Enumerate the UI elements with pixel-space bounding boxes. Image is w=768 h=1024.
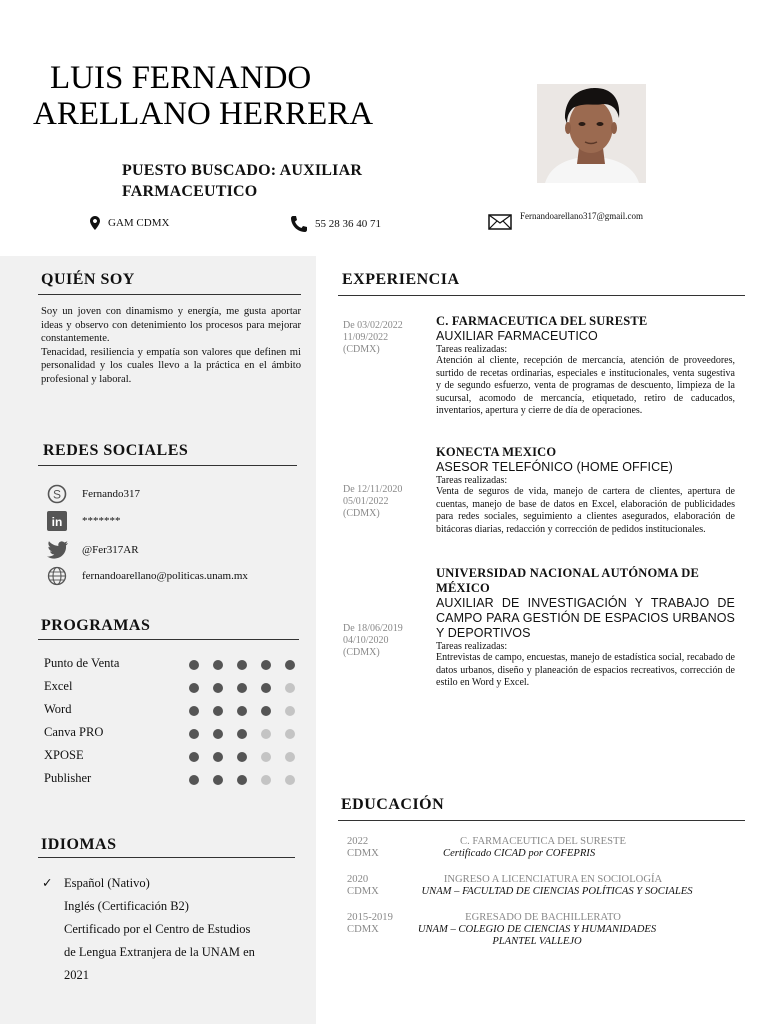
job-3 (436, 566, 735, 690)
linkedin-icon (46, 510, 68, 532)
about-divider (38, 294, 301, 295)
edu-2-year: 2020 (347, 874, 369, 885)
program-row (44, 725, 304, 745)
web-label[interactable]: fernandoarellano@politicas.unam.mx (82, 570, 248, 582)
skill-dot-empty (261, 752, 271, 762)
edu-3-title: EGRESADO DE BACHILLERATO (465, 912, 621, 923)
languages-title: IDIOMAS (41, 836, 117, 853)
profile-photo (537, 84, 646, 183)
skill-dot-empty (261, 775, 271, 785)
about-title: QUIÉN SOY (41, 271, 135, 288)
job-1-tasks-label: Tareas realizadas: (436, 344, 508, 355)
envelope-icon (488, 214, 512, 230)
language-spanish: Español (Nativo) (64, 876, 150, 890)
skype-icon (46, 483, 68, 505)
social-item-linkedin[interactable] (46, 510, 306, 532)
phone-icon (290, 216, 307, 232)
job-3-tasks: Entrevistas de campo, encuestas, manejo de estadística social, recabado de datos urbanos, diseño y planeación de espacios recreativos, corrección de estilo en Word y Excel. (436, 652, 735, 688)
edu-1-city: CDMX (347, 848, 379, 859)
skill-dot-empty (285, 706, 295, 716)
job-1-date-end: 11/09/2022 (343, 332, 389, 343)
globe-icon (46, 565, 68, 587)
skill-dot-filled (237, 729, 247, 739)
program-label: Excel (44, 679, 73, 693)
social-item-web[interactable] (46, 565, 306, 587)
job-3-date-end: 04/10/2020 (343, 635, 389, 646)
program-row (44, 679, 304, 699)
job-1-location: (CDMX) (343, 344, 380, 355)
job-2-date-start: De 12/11/2020 (343, 484, 403, 495)
edu-1-subtitle: Certificado CICAD por COFEPRIS (443, 848, 596, 859)
job-1-dates (343, 320, 433, 356)
phone-text[interactable]: 55 28 36 40 71 (315, 218, 381, 230)
skill-dot-filled (189, 660, 199, 670)
language-cert-line-2: de Lengua Extranjera de la UNAM en (64, 945, 255, 959)
social-item-twitter[interactable] (46, 539, 306, 561)
languages-list (42, 872, 302, 987)
edu-3-subtitle-1: UNAM – COLEGIO DE CIENCIAS Y HUMANIDADES (417, 924, 657, 935)
skill-dot-empty (285, 775, 295, 785)
svg-text:in: in (51, 515, 63, 529)
education-title: EDUCACIÓN (341, 796, 445, 813)
svg-text:S: S (52, 487, 62, 502)
experience-title: EXPERIENCIA (342, 271, 460, 288)
programs-divider (38, 639, 299, 640)
job-2-location: (CDMX) (343, 508, 380, 519)
job-1-tasks: Atención al cliente, recepción de mercancía, atención de proveedores, surtido de recetas ordinarias, especiales e institucionales, venta sugestiva y de segundo esfuerzo, venta de programas de descuento, limpieza de la sucursal, acomodo de mercancía, etiquetado, retiro de caducados, inventarios, apertura y cierre de día de operaciones. (436, 355, 735, 416)
contact-location (90, 216, 169, 230)
job-3-location: (CDMX) (343, 647, 380, 658)
job-3-date-start: De 18/06/2019 (343, 623, 403, 634)
skill-dot-filled (189, 729, 199, 739)
education-item-2 (347, 874, 747, 900)
skill-dot-filled (237, 775, 247, 785)
skill-dot-filled (189, 706, 199, 716)
skill-dot-filled (237, 752, 247, 762)
program-label: Publisher (44, 771, 92, 785)
job-2-tasks-label: Tareas realizadas: (436, 475, 508, 486)
skill-dot-filled (261, 706, 271, 716)
program-label: Punto de Venta (44, 656, 120, 670)
edu-2-city: CDMX (347, 886, 379, 897)
name-line-2: ARELLANO HERRERA (33, 96, 374, 132)
program-row (44, 748, 304, 768)
candidate-name (33, 60, 453, 132)
skill-dot-filled (213, 775, 223, 785)
twitter-icon (46, 539, 68, 561)
contact-email (488, 211, 644, 230)
skill-dot-filled (237, 660, 247, 670)
about-paragraph-1: Soy un joven con dinamismo y energía, me gusta aportar ideas y observo con detenimiento los procesos para mejorar constantemente. (41, 306, 301, 344)
location-pin-icon (90, 216, 100, 230)
program-skill-rating (189, 729, 309, 739)
job-2-dates (343, 484, 433, 520)
skype-label: Fernando317 (82, 488, 141, 500)
program-skill-rating (189, 683, 309, 693)
skill-dot-filled (213, 683, 223, 693)
language-cert-line-3: 2021 (64, 968, 89, 982)
education-divider (338, 820, 745, 821)
edu-3-city: CDMX (347, 924, 379, 935)
program-label: Canva PRO (44, 725, 104, 739)
social-title: REDES SOCIALES (43, 442, 189, 459)
skill-dot-empty (261, 729, 271, 739)
program-skill-rating (189, 775, 309, 785)
program-skill-rating (189, 706, 309, 716)
program-row (44, 702, 304, 722)
twitter-label: @Fer317AR (82, 544, 139, 556)
skill-dot-empty (285, 752, 295, 762)
skill-dot-filled (237, 706, 247, 716)
languages-divider (38, 857, 295, 858)
job-3-role: AUXILIAR DE INVESTIGACIÓN Y TRABAJO DE CAMPO PARA GESTIÓN DE ESPACIOS URBANOS Y DEPORTIVOS (436, 596, 735, 640)
edu-2-title: INGRESO A LICENCIATURA EN SOCIOLOGÍA (443, 874, 663, 885)
skill-dot-empty (285, 683, 295, 693)
about-text (41, 305, 301, 386)
job-1-company: C. FARMACEUTICA DEL SURESTE (436, 314, 648, 328)
job-title: PUESTO BUSCADO: AUXILIAR FARMACEUTICO (122, 162, 363, 200)
job-3-dates (343, 623, 433, 659)
job-2-company: KONECTA MEXICO (436, 445, 557, 459)
contact-phone (290, 216, 381, 232)
skill-dot-filled (213, 729, 223, 739)
edu-1-title: C. FARMACEUTICA DEL SURESTE (460, 836, 626, 847)
language-english: Inglés (Certificación B2) (64, 899, 189, 913)
job-2-tasks: Venta de seguros de vida, manejo de cartera de clientes, apertura de cuentas, manejo de base de datos en Excel, elaboración de publicidades para redes sociales, seguimiento a clientes asegurados, elaboración de bitácoras diarias, redacción y corrección de pedidos institucionales. (436, 486, 735, 535)
job-3-company: UNIVERSIDAD NACIONAL AUTÓNOMA DE MÉXICO (436, 566, 700, 595)
education-item-3 (347, 912, 747, 952)
skill-dot-filled (261, 660, 271, 670)
job-2-role: ASESOR TELEFÓNICO (HOME OFFICE) (436, 460, 673, 474)
location-text: GAM CDMX (108, 217, 170, 229)
program-label: Word (44, 702, 72, 716)
social-item-skype[interactable] (46, 483, 306, 505)
skill-dot-filled (189, 775, 199, 785)
job-2 (436, 445, 735, 536)
language-cert-line-1: Certificado por el Centro de Estudios (64, 922, 251, 936)
skill-dot-filled (213, 706, 223, 716)
skill-dot-filled (237, 683, 247, 693)
education-item-1 (347, 836, 747, 862)
skill-dot-filled (261, 683, 271, 693)
program-row (44, 771, 304, 791)
skill-dot-filled (285, 660, 295, 670)
skill-dot-filled (189, 752, 199, 762)
job-1-date-start: De 03/02/2022 (343, 320, 403, 331)
program-row (44, 656, 304, 676)
program-skill-rating (189, 660, 309, 670)
skill-dot-filled (189, 683, 199, 693)
program-label: XPOSE (44, 748, 84, 762)
job-2-date-end: 05/01/2022 (343, 496, 389, 507)
programs-title: PROGRAMAS (41, 617, 151, 634)
edu-2-subtitle: UNAM – FACULTAD DE CIENCIAS POLÍTICAS Y SOCIALES (421, 886, 693, 897)
about-paragraph-2: Tenacidad, resiliencia y empatía son valores que definen mi personalidad y los cuales llevo a la práctica en el ámbito profesional y laboral. (41, 346, 301, 385)
email-text[interactable]: Fernandoarellano317@gmail.com (520, 211, 644, 221)
edu-3-subtitle-2: PLANTEL VALLEJO (492, 936, 582, 947)
edu-1-year: 2022 (347, 836, 369, 847)
skill-dot-filled (213, 752, 223, 762)
job-1-role: AUXILIAR FARMACEUTICO (436, 329, 598, 343)
experience-divider (338, 295, 745, 296)
skill-dot-empty (285, 729, 295, 739)
social-divider (38, 465, 297, 466)
job-3-tasks-label: Tareas realizadas: (436, 641, 508, 652)
job-1 (436, 314, 735, 418)
checkmark-icon: ✓ (42, 876, 53, 890)
linkedin-label: ******* (82, 515, 121, 527)
name-line-1: LUIS FERNANDO (50, 60, 312, 96)
program-skill-rating (189, 752, 309, 762)
skill-dot-filled (213, 660, 223, 670)
edu-3-year: 2015-2019 (347, 912, 393, 923)
